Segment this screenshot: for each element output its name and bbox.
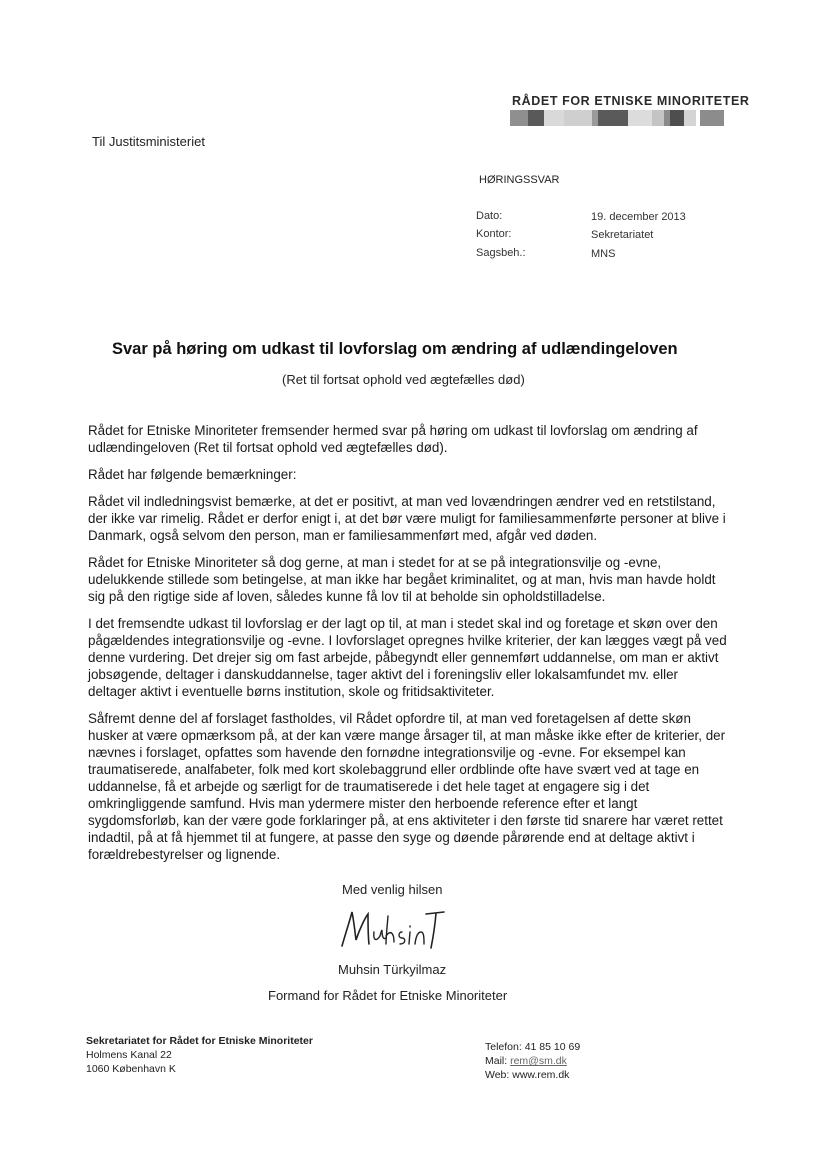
- meta-value-office: Sekretariatet: [591, 229, 654, 241]
- organization-name: RÅDET FOR ETNISKE MINORITETER: [512, 94, 750, 108]
- letter-body: [88, 422, 728, 873]
- logo-block: [700, 110, 724, 126]
- logo-block: [652, 110, 664, 126]
- signer-title: Formand for Rådet for Etniske Minoriteter: [268, 988, 508, 1003]
- footer-mail-line: [485, 1054, 580, 1068]
- signer-name: Muhsin Türkyilmaz: [338, 962, 447, 977]
- meta-label-office: Kontor:: [476, 228, 512, 240]
- document-subtitle: (Ret til fortsat ophold ved ægtefælles død): [282, 372, 525, 387]
- footer-mail-link[interactable]: rem@sm.dk: [510, 1055, 567, 1067]
- paragraph: Rådet for Etniske Minoriteter fremsender hermed svar på høring om udkast til lovforslag om ændring af udlændingeloven (Ret til fortsat ophold ved ægtefælles død).: [88, 423, 698, 455]
- paragraph: Rådet for Etniske Minoriteter så dog gerne, at man i stedet for at se på integrationsvilje og -evne, udelukkende stillede som betingelse, at man ikke har begået kriminalitet, og at man, hvis man havde holdt sig på den rigtige side af loven, således kunne få lov til at beholde sin opholdstilladelse.: [88, 555, 716, 604]
- document-title: Svar på høring om udkast til lovforslag om ændring af udlændingeloven: [112, 340, 678, 358]
- footer-mail-label: Mail:: [485, 1055, 508, 1067]
- logo-block: [598, 110, 628, 126]
- document-type: HØRINGSSVAR: [479, 174, 560, 186]
- recipient: Til Justitsministeriet: [92, 134, 205, 149]
- logo-block: [670, 110, 684, 126]
- footer-address: [86, 1034, 313, 1076]
- paragraph: I det fremsendte udkast til lovforslag er der lagt op til, at man i stedet skal ind og foretage et skøn over den pågældendes integrationsvilje og -evne. I lovforslaget opregnes hvilke kriterier, der kan lægges vægt på ved denne vurdering. Det drejer sig om fast arbejde, påbegyndt eller gennemført uddannelse, om man er aktivt jobsøgende, deltager i danskuddannelse, tager aktivt del i foreningsliv eller lokalsamfundet mv. eller deltager aktivt i eventuelle børns institution, skole og fritidsaktiviteter.: [88, 616, 727, 699]
- logo-block: [564, 110, 592, 126]
- paragraph: Rådet vil indledningsvist bemærke, at det er positivt, at man ved lovændringen ændrer ved en retstilstand, der ikke var rimelig. Rådet er derfor enigt i, at det bør være muligt for familiesammenførte personer at blive i Danmark, også selvom den person, man er familiesammenført med, afgår ved døden.: [88, 494, 726, 543]
- footer-phone: Telefon: 41 85 10 69: [485, 1041, 581, 1053]
- meta-label-case-officer: Sagsbeh.:: [476, 247, 526, 259]
- logo-block: [544, 110, 564, 126]
- logo-block: [510, 110, 528, 126]
- footer-web[interactable]: Web: www.rem.dk: [485, 1069, 570, 1081]
- paragraph: Såfremt denne del af forslaget fastholdes, vil Rådet opfordre til, at man ved foretagelsen af dette skøn husker at være opmærksom på, at der kan være mange årsager til, at man måske ikke efter de kriterier, der nævnes i forslaget, opfattes som havende den fornødne integrationsvilje og -evne. For eksempel kan traumatiserede, analfabeter, folk med kort skolebaggrund eller ordblinde ofte have svært ved at tage en uddannelse, få et arbejde og særligt for de traumatiserede i det hele taget at engagere sig i det omkringliggende samfund. Hvis man ydermere mister den herboende reference efter et langt sygdomsforløb, kan der være gode forklaringer på, at ens aktiviteter i den første tid snarere har været rettet indadtil, på at få hjemmet til at fungere, at passe den syge og døende pårørende end at deltage aktivt i forældrebestyrelser og lignende.: [88, 711, 726, 862]
- logo-color-bar: [510, 110, 724, 126]
- meta-label-date: Dato:: [476, 210, 503, 222]
- meta-value-date: 19. december 2013: [591, 211, 686, 223]
- logo-block: [628, 110, 652, 126]
- closing-greeting: Med venlig hilsen: [342, 882, 443, 897]
- handwritten-signature: [338, 902, 448, 954]
- logo-block: [684, 110, 696, 126]
- footer-address-street: Holmens Kanal 22: [86, 1049, 172, 1061]
- logo-block: [528, 110, 544, 126]
- paragraph: Rådet har følgende bemærkninger:: [88, 467, 297, 482]
- meta-value-case-officer: MNS: [591, 248, 616, 260]
- footer-address-city: 1060 København K: [86, 1063, 176, 1075]
- footer-contact: [485, 1040, 580, 1082]
- footer-address-name: Sekretariatet for Rådet for Etniske Minoriteter: [86, 1035, 313, 1047]
